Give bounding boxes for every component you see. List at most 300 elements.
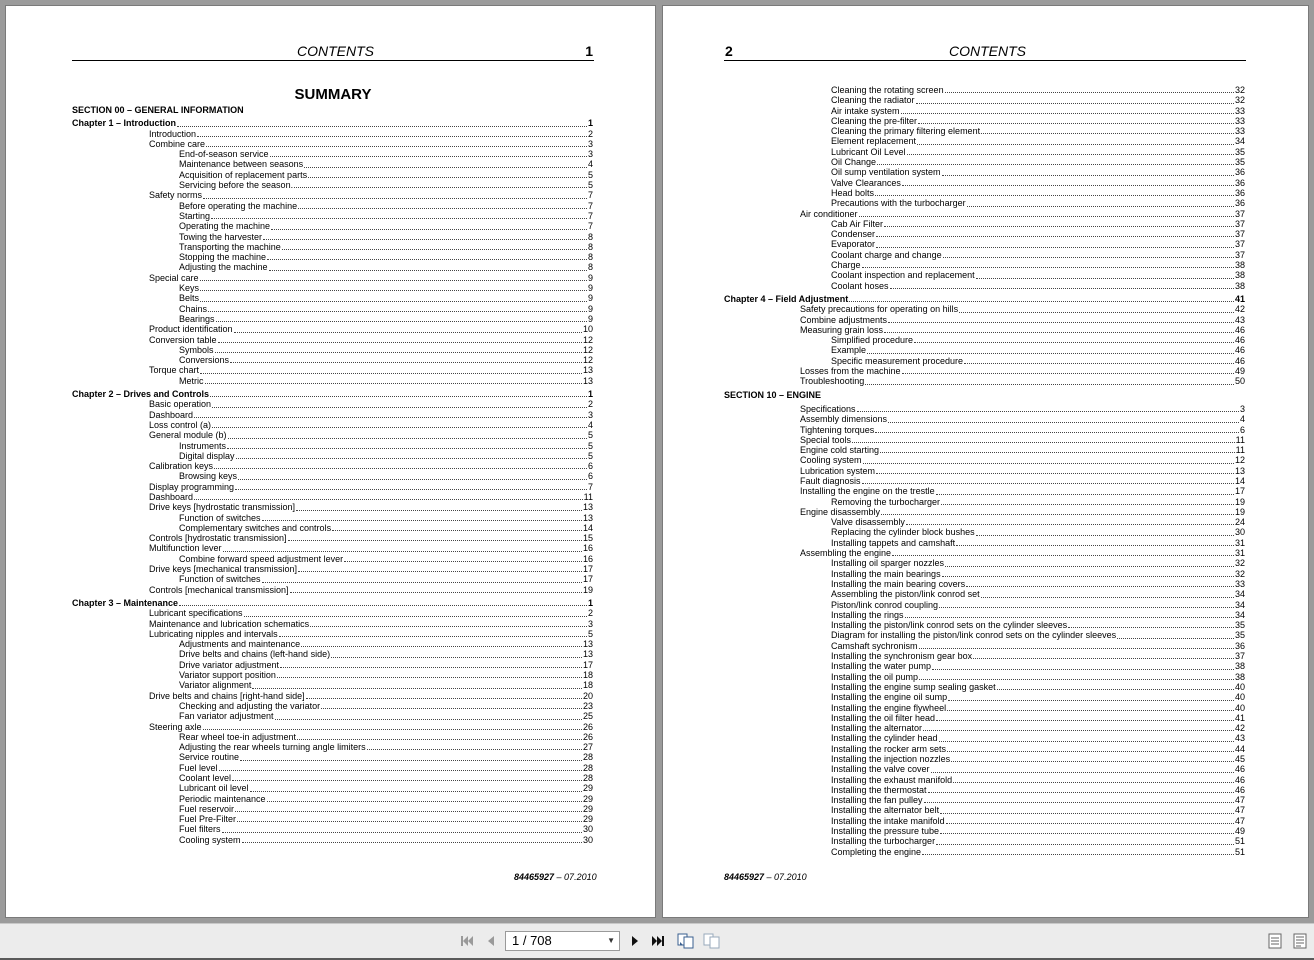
toc-page-number: 3 <box>587 618 593 629</box>
toc-entry-title: Charge <box>831 260 861 271</box>
toc-page-number: 43 <box>1234 733 1245 744</box>
toc-entry-title: Engine cold starting <box>800 445 880 456</box>
toc-entry-title: Variator alignment <box>179 680 252 691</box>
toc-page-number: 4 <box>587 159 593 170</box>
continuous-view-icon[interactable] <box>677 932 695 950</box>
toc-page-number: 29 <box>582 814 593 825</box>
toc-subentry[interactable] <box>72 252 593 262</box>
toc-page-number: 29 <box>582 793 593 804</box>
single-page-view-icon[interactable] <box>703 932 721 950</box>
toc-subentry[interactable] <box>72 804 593 814</box>
toc-entry-title: Installing the engine sump sealing gasket <box>831 681 996 692</box>
toc-page-number: 23 <box>582 700 593 711</box>
toc-subentry[interactable] <box>724 538 1245 548</box>
toc-page-number: 15 <box>582 533 593 544</box>
toc-subentry[interactable] <box>724 219 1245 229</box>
toc-entry-title: Controls [mechanical transmission] <box>149 584 289 595</box>
toc-page-number: 46 <box>1234 784 1245 795</box>
toc-subentry[interactable] <box>72 170 593 180</box>
toc-entry-title: Display programming <box>149 481 235 492</box>
toc-subentry[interactable] <box>724 95 1245 105</box>
dot-leader <box>194 417 587 418</box>
toc-entry[interactable] <box>72 410 593 420</box>
toc-entry-title: Product identification <box>149 324 233 335</box>
toc-entry[interactable] <box>724 404 1245 414</box>
toc-subentry[interactable] <box>72 293 593 303</box>
toc-entry-title: Valve Clearances <box>831 177 901 188</box>
toc-subentry[interactable] <box>72 794 593 804</box>
dot-leader <box>941 504 1234 505</box>
toc-subentry[interactable] <box>724 600 1245 610</box>
toc-page-number: 37 <box>1234 218 1245 229</box>
dot-leader <box>940 833 1234 834</box>
toc-page-number: 32 <box>1234 95 1245 106</box>
toc-subentry[interactable] <box>72 574 593 584</box>
toc-page-number: 17 <box>582 574 593 585</box>
toc-subentry[interactable] <box>724 157 1245 167</box>
toc-page-number: 30 <box>582 824 593 835</box>
toc-subentry[interactable] <box>724 281 1245 291</box>
dot-leader <box>244 616 587 617</box>
toc-entry-title: Installing the injection nozzles <box>831 754 951 764</box>
toc-subentry[interactable] <box>724 826 1245 836</box>
toc-subentry[interactable] <box>724 558 1245 568</box>
toc-page-number: 31 <box>1234 537 1245 548</box>
toc-subentry[interactable] <box>724 630 1245 640</box>
toc-entry[interactable] <box>72 273 593 283</box>
toc-entry[interactable] <box>724 376 1245 386</box>
page-indicator: 1 / 708 <box>512 933 552 948</box>
toc-page-number: 7 <box>587 190 593 201</box>
toc-subentry[interactable] <box>72 232 593 242</box>
toc-entry-title: Cleaning the rotating screen <box>831 85 944 95</box>
dot-leader <box>296 510 582 511</box>
toc-subentry[interactable] <box>724 178 1245 188</box>
toc-subentry[interactable] <box>724 147 1245 157</box>
toc-subentry[interactable] <box>724 270 1245 280</box>
toc-page-number: 33 <box>1234 105 1245 116</box>
toc-subentry[interactable] <box>724 497 1245 507</box>
toc-entry[interactable] <box>724 548 1245 558</box>
toc-subentry[interactable] <box>72 732 593 742</box>
toc-entry[interactable] <box>724 455 1245 465</box>
toc-subentry[interactable] <box>724 589 1245 599</box>
toc-subentry[interactable] <box>72 513 593 523</box>
toc-entry-title: Coolant level <box>179 773 232 783</box>
dot-leader <box>918 123 1234 124</box>
toc-chapter-entry[interactable] <box>72 118 593 128</box>
toc-entry-title: Towing the harvester <box>179 231 263 242</box>
toc-entry[interactable] <box>724 366 1245 376</box>
toc-subentry[interactable] <box>724 744 1245 754</box>
toc-subentry[interactable] <box>724 692 1245 702</box>
toc-entry[interactable] <box>72 543 593 553</box>
toc-subentry[interactable] <box>724 651 1245 661</box>
dot-leader <box>297 739 582 740</box>
toc-page-number: 35 <box>1234 146 1245 157</box>
toc-entry[interactable] <box>72 139 593 149</box>
toc-subentry[interactable] <box>724 620 1245 630</box>
footer-code: 84465927 <box>514 872 555 882</box>
dot-leader <box>906 524 1234 525</box>
toc-subentry[interactable] <box>724 610 1245 620</box>
toc-subentry[interactable] <box>724 703 1245 713</box>
toc-subentry[interactable] <box>72 441 593 451</box>
toc-subentry[interactable] <box>72 783 593 793</box>
toc-subentry[interactable] <box>72 814 593 824</box>
toc-subentry[interactable] <box>724 805 1245 815</box>
toc-page-number: 44 <box>1234 743 1245 754</box>
toc-subentry[interactable] <box>724 126 1245 136</box>
toc-subentry[interactable] <box>72 680 593 690</box>
toc-subentry[interactable] <box>724 106 1245 116</box>
toc-subentry[interactable] <box>72 242 593 252</box>
dot-leader <box>235 489 587 490</box>
dot-leader <box>888 422 1239 423</box>
toc-page-number: 49 <box>1234 366 1245 377</box>
dot-leader <box>212 407 587 408</box>
dot-leader <box>200 373 582 374</box>
toc-entry-title: Valve disassembly <box>831 517 905 528</box>
toc-subentry[interactable] <box>72 201 593 211</box>
toc-entry[interactable] <box>724 486 1245 496</box>
toc-entry[interactable] <box>72 399 593 409</box>
dot-leader <box>939 607 1234 608</box>
toc-subentry[interactable] <box>724 250 1245 260</box>
toc-subentry[interactable] <box>72 670 593 680</box>
dot-leader <box>945 92 1234 93</box>
toc-subentry[interactable] <box>724 188 1245 198</box>
toc-chapter-entry[interactable] <box>72 598 593 608</box>
toc-entry[interactable] <box>72 420 593 430</box>
toc-entry[interactable] <box>724 414 1245 424</box>
toc-subentry[interactable] <box>72 180 593 190</box>
toc-chapter-entry[interactable] <box>72 389 593 399</box>
toc-entry-title: General module (b) <box>149 430 227 441</box>
toc-section-heading[interactable] <box>72 105 593 115</box>
toc-entry[interactable] <box>724 466 1245 476</box>
toc-subentry[interactable] <box>72 554 593 564</box>
toc-page-number: 42 <box>1234 723 1245 734</box>
toc-subentry[interactable] <box>724 260 1245 270</box>
toc-page-number: 9 <box>587 293 593 304</box>
toc-subentry[interactable] <box>72 711 593 721</box>
dot-leader <box>857 411 1239 412</box>
toc-subentry[interactable] <box>724 116 1245 126</box>
toc-page-number: 12 <box>1234 455 1245 466</box>
toc-entry[interactable] <box>72 502 593 512</box>
toc-page-number: 14 <box>1234 475 1245 486</box>
toc-entry[interactable] <box>724 209 1245 219</box>
toc-page-number: 12 <box>582 334 593 345</box>
toc-subentry[interactable] <box>72 660 593 670</box>
toc-subentry[interactable] <box>724 335 1245 345</box>
toc-page-number: 35 <box>1234 157 1245 168</box>
toc-entry-title: Special tools <box>800 434 852 445</box>
toc-entry-title: Chapter 3 – Maintenance <box>72 597 179 608</box>
toc-page-number: 2 <box>587 128 593 139</box>
toc-page-number: 4 <box>587 419 593 430</box>
toc-page-number: 33 <box>1234 126 1245 137</box>
toc-subentry[interactable] <box>72 523 593 533</box>
dot-leader <box>923 730 1234 731</box>
toc-page-number: 5 <box>587 628 593 639</box>
toc-subentry[interactable] <box>724 345 1245 355</box>
toc-entry-title: Cooling system <box>179 834 241 845</box>
dot-leader <box>976 278 1234 279</box>
toc-subentry[interactable] <box>724 641 1245 651</box>
toc-subentry[interactable] <box>72 701 593 711</box>
toc-page-number: 36 <box>1234 198 1245 209</box>
table-of-contents <box>724 85 1245 857</box>
toc-entry-title: Torque chart <box>149 365 200 376</box>
toc-subentry[interactable] <box>724 527 1245 537</box>
dot-leader <box>888 322 1234 323</box>
toc-entry[interactable] <box>72 430 593 440</box>
dot-leader <box>924 802 1234 803</box>
toc-subentry[interactable] <box>72 649 593 659</box>
toc-subentry[interactable] <box>72 211 593 221</box>
toc-subentry[interactable] <box>72 314 593 324</box>
toc-entry-title: SECTION 00 – GENERAL INFORMATION <box>72 105 244 115</box>
toc-entry[interactable] <box>724 325 1245 335</box>
toc-entry-title: Drive belts and chains (left-hand side) <box>179 649 331 660</box>
toc-entry[interactable] <box>72 533 593 543</box>
toc-subentry[interactable] <box>72 824 593 834</box>
toc-entry-title: Fan variator adjustment <box>179 711 274 722</box>
toc-entry-title: Installing the main bearing covers <box>831 578 966 589</box>
toc-subentry[interactable] <box>724 682 1245 692</box>
toc-page-number: 11 <box>1235 434 1245 445</box>
first-page-icon[interactable] <box>458 932 476 950</box>
toc-subentry[interactable] <box>724 85 1245 95</box>
toc-page-number: 3 <box>587 138 593 149</box>
toc-subentry[interactable] <box>724 847 1245 857</box>
toc-page-number: 40 <box>1234 681 1245 692</box>
toc-entry-title: Service routine <box>179 752 240 763</box>
toc-subentry[interactable] <box>72 149 593 159</box>
toc-subentry[interactable] <box>724 713 1245 723</box>
toc-entry[interactable] <box>72 585 593 595</box>
dot-leader <box>279 636 587 637</box>
toc-page-number: 6 <box>587 471 593 482</box>
toc-page-number: 13 <box>582 502 593 513</box>
toc-entry-title: Diagram for installing the piston/link conrod sets on the cylinder sleeves <box>831 630 1117 641</box>
toc-page-number: 36 <box>1234 640 1245 651</box>
dot-leader <box>936 494 1234 495</box>
footer-code: 84465927 <box>724 872 765 882</box>
dot-leader <box>881 514 1234 515</box>
dot-leader <box>953 782 1234 783</box>
toc-entry-title: Adjusting the rear wheels turning angle limiters <box>179 742 366 753</box>
toc-entry[interactable] <box>72 629 593 639</box>
toc-subentry[interactable] <box>72 639 593 649</box>
dot-leader <box>235 811 582 812</box>
toc-entry-title: Installing the oil pump <box>831 671 919 682</box>
dot-leader <box>262 582 582 583</box>
toc-subentry[interactable] <box>724 661 1245 671</box>
dot-leader <box>951 761 1234 762</box>
toc-entry-title: Assembly dimensions <box>800 414 888 425</box>
toc-entry[interactable] <box>724 425 1245 435</box>
toc-page-number: 37 <box>1234 208 1245 219</box>
toc-subentry[interactable] <box>72 304 593 314</box>
dot-leader <box>344 561 582 562</box>
toc-entry-title: Fuel filters <box>179 824 221 835</box>
dot-leader <box>177 126 587 127</box>
dot-leader <box>892 555 1234 556</box>
dot-leader <box>301 646 582 647</box>
toc-subentry[interactable] <box>72 355 593 365</box>
toc-subentry[interactable] <box>724 723 1245 733</box>
toc-entry[interactable] <box>72 190 593 200</box>
toc-entry-title: Measuring grain loss <box>800 324 884 335</box>
toc-page-number: 8 <box>587 262 593 273</box>
dot-leader <box>298 208 587 209</box>
dot-leader <box>227 448 587 449</box>
toc-page-number: 26 <box>582 721 593 732</box>
toc-entry-title: Tightening torques <box>800 424 875 435</box>
dot-leader <box>234 332 582 333</box>
toc-subentry[interactable] <box>72 773 593 783</box>
toc-page-number: 46 <box>1234 324 1245 335</box>
previous-page-icon[interactable] <box>482 932 500 950</box>
toc-subentry[interactable] <box>724 836 1245 846</box>
toc-subentry[interactable] <box>724 136 1245 146</box>
toc-subentry[interactable] <box>72 752 593 762</box>
toc-subentry[interactable] <box>724 775 1245 785</box>
dot-leader <box>956 545 1234 546</box>
toc-entry-title: Combine care <box>149 138 206 149</box>
toc-entry-title: Digital display <box>179 450 235 461</box>
toc-entry[interactable] <box>72 324 593 334</box>
next-page-icon[interactable] <box>626 932 644 950</box>
toc-entry[interactable] <box>72 129 593 139</box>
toc-page-number: 46 <box>1234 355 1245 366</box>
toc-entry-title: Basic operation <box>149 399 212 410</box>
toc-subentry[interactable] <box>724 239 1245 249</box>
toc-subentry[interactable] <box>72 159 593 169</box>
toc-entry-title: Installing oil sparger nozzles <box>831 558 945 569</box>
toc-page-number: 11 <box>583 491 593 502</box>
footer-date: – 07.2010 <box>554 872 597 882</box>
toc-page-number: 13 <box>582 512 593 523</box>
toc-entry[interactable] <box>724 304 1245 314</box>
toc-entry[interactable] <box>72 492 593 502</box>
toc-subentry[interactable] <box>72 451 593 461</box>
toc-entry[interactable] <box>724 445 1245 455</box>
toc-subentry[interactable] <box>724 229 1245 239</box>
toc-subentry[interactable] <box>724 816 1245 826</box>
toc-subentry[interactable] <box>724 356 1245 366</box>
toc-subentry[interactable] <box>724 733 1245 743</box>
toc-entry[interactable] <box>72 608 593 618</box>
toc-subentry[interactable] <box>724 579 1245 589</box>
toc-entry[interactable] <box>72 564 593 574</box>
toc-page-number: 5 <box>587 169 593 180</box>
footer-date: – 07.2010 <box>764 872 807 882</box>
toc-subentry[interactable] <box>724 795 1245 805</box>
toc-entry-title: Assembling the engine <box>800 548 892 559</box>
toc-page-number: 16 <box>582 543 593 554</box>
last-page-icon[interactable] <box>649 932 667 950</box>
document-properties-icon[interactable] <box>1291 932 1309 950</box>
toc-entry[interactable] <box>724 315 1245 325</box>
dot-leader <box>308 177 587 178</box>
toc-entry[interactable] <box>72 365 593 375</box>
toc-section-heading[interactable] <box>724 390 1245 400</box>
toc-subentry[interactable] <box>72 345 593 355</box>
toc-entry[interactable] <box>72 619 593 629</box>
toc-entry-title: Steering axle <box>149 721 202 732</box>
dot-leader <box>219 770 582 771</box>
toc-subentry[interactable] <box>724 785 1245 795</box>
toc-subentry[interactable] <box>72 283 593 293</box>
toc-entry[interactable] <box>72 691 593 701</box>
toc-subentry[interactable] <box>72 262 593 272</box>
dot-leader <box>877 164 1234 165</box>
toc-subentry[interactable] <box>724 764 1245 774</box>
toc-entry-title: Controls [hydrostatic transmission] <box>149 533 287 544</box>
toc-subentry[interactable] <box>724 198 1245 208</box>
dot-leader <box>945 566 1234 567</box>
dot-leader <box>275 719 582 720</box>
toc-subentry[interactable] <box>72 763 593 773</box>
toc-subentry[interactable] <box>72 742 593 752</box>
toc-entry[interactable] <box>72 335 593 345</box>
toc-subentry[interactable] <box>724 517 1245 527</box>
dot-leader <box>931 772 1234 773</box>
toc-subentry[interactable] <box>724 167 1245 177</box>
page-number-select[interactable] <box>505 931 620 951</box>
toc-subentry[interactable] <box>72 221 593 231</box>
toc-entry[interactable] <box>72 461 593 471</box>
toc-entry[interactable] <box>72 482 593 492</box>
toc-entry[interactable] <box>724 476 1245 486</box>
toc-subentry[interactable] <box>72 471 593 481</box>
toc-entry[interactable] <box>72 722 593 732</box>
toc-page-number: 36 <box>1234 177 1245 188</box>
page-header <box>72 43 594 61</box>
toc-subentry[interactable] <box>72 376 593 386</box>
toc-page-number: 46 <box>1234 335 1245 346</box>
toc-subentry[interactable] <box>724 754 1245 764</box>
page-layout-icon[interactable] <box>1266 932 1284 950</box>
toc-page-number: 13 <box>582 375 593 386</box>
dot-leader <box>862 483 1234 484</box>
toc-page-number: 51 <box>1234 846 1245 857</box>
toc-page-number: 34 <box>1234 589 1245 600</box>
toc-chapter-entry[interactable] <box>724 294 1245 304</box>
dot-leader <box>865 384 1234 385</box>
dot-leader <box>203 729 582 730</box>
toc-subentry[interactable] <box>724 569 1245 579</box>
toc-entry-title: Introduction <box>149 128 197 139</box>
toc-page-number: 34 <box>1234 136 1245 147</box>
toc-subentry[interactable] <box>724 672 1245 682</box>
dot-leader <box>914 342 1234 343</box>
dot-leader <box>948 700 1234 701</box>
toc-entry-title: Camshaft sychronism <box>831 640 918 651</box>
toc-entry[interactable] <box>724 435 1245 445</box>
toc-page-number: 2 <box>587 608 593 619</box>
dot-leader <box>936 844 1234 845</box>
toc-entry-title: Complementary switches and controls <box>179 522 332 533</box>
toc-entry-title: Coolant inspection and replacement <box>831 270 975 281</box>
toc-entry[interactable] <box>724 507 1245 517</box>
toc-subentry[interactable] <box>72 835 593 845</box>
dot-leader <box>212 427 587 428</box>
